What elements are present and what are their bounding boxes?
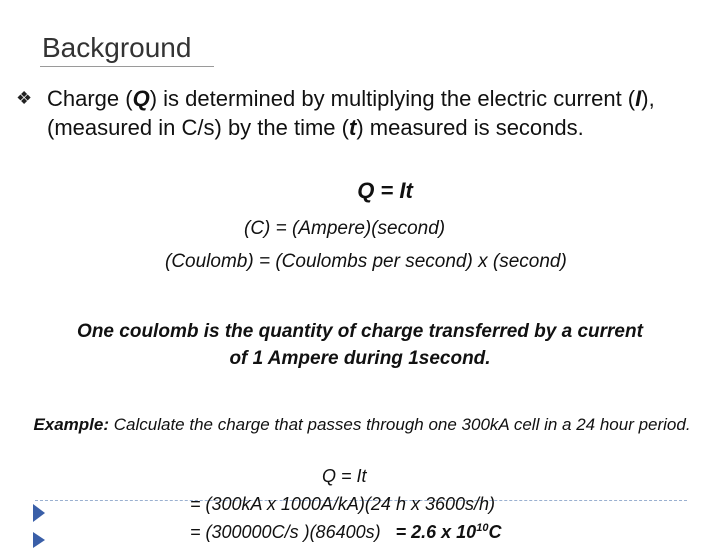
- statement-line-1: One coulomb is the quantity of charge transferred by a current: [77, 321, 643, 342]
- units-line-2: (Coulomb) = (Coulombs per second) x (second): [165, 251, 567, 272]
- calc-line-3-a: = (300000C/s )(86400s): [190, 522, 381, 542]
- example-text: [22, 413, 702, 436]
- para-i: I: [635, 86, 642, 111]
- units-line-1: (C) = (Ampere)(second): [244, 218, 446, 239]
- para-text-1: Charge (: [47, 86, 133, 111]
- arrow-bullet-icon: [33, 504, 45, 522]
- formula: [0, 178, 720, 204]
- statement-line-2: of 1 Ampere during 1second.: [229, 348, 491, 369]
- slide-title: Background: [42, 32, 192, 63]
- calc-line-1: Q = It: [322, 466, 367, 486]
- para-text-2: ) is determined by multiplying the electric current (: [149, 86, 636, 111]
- para-q: Q: [132, 86, 150, 111]
- arrow-bullet-icon: [33, 532, 45, 548]
- intro-paragraph: [47, 84, 707, 142]
- calc-result-base: = 2.6 x 10: [395, 522, 477, 542]
- title-underline: [40, 66, 214, 67]
- para-text-3: ), (measured in C/s) by the time (: [47, 86, 655, 140]
- bullet-icon: ❖: [16, 88, 33, 108]
- calc-result-exponent: 10: [476, 522, 489, 534]
- para-t: t: [348, 115, 357, 140]
- example-body: Calculate the charge that passes through one 300kA cell in a 24 hour period.: [109, 415, 691, 434]
- example-label: Example:: [33, 415, 110, 434]
- para-text-4: ) measured is seconds.: [356, 115, 584, 140]
- calc-result-unit: C: [488, 522, 502, 542]
- calc-line-2: = (300kA x 1000A/kA)(24 h x 3600s/h): [190, 494, 496, 514]
- calc-result: [396, 522, 502, 542]
- definition-statement: [0, 318, 720, 372]
- formula-text: Q = It: [357, 178, 413, 203]
